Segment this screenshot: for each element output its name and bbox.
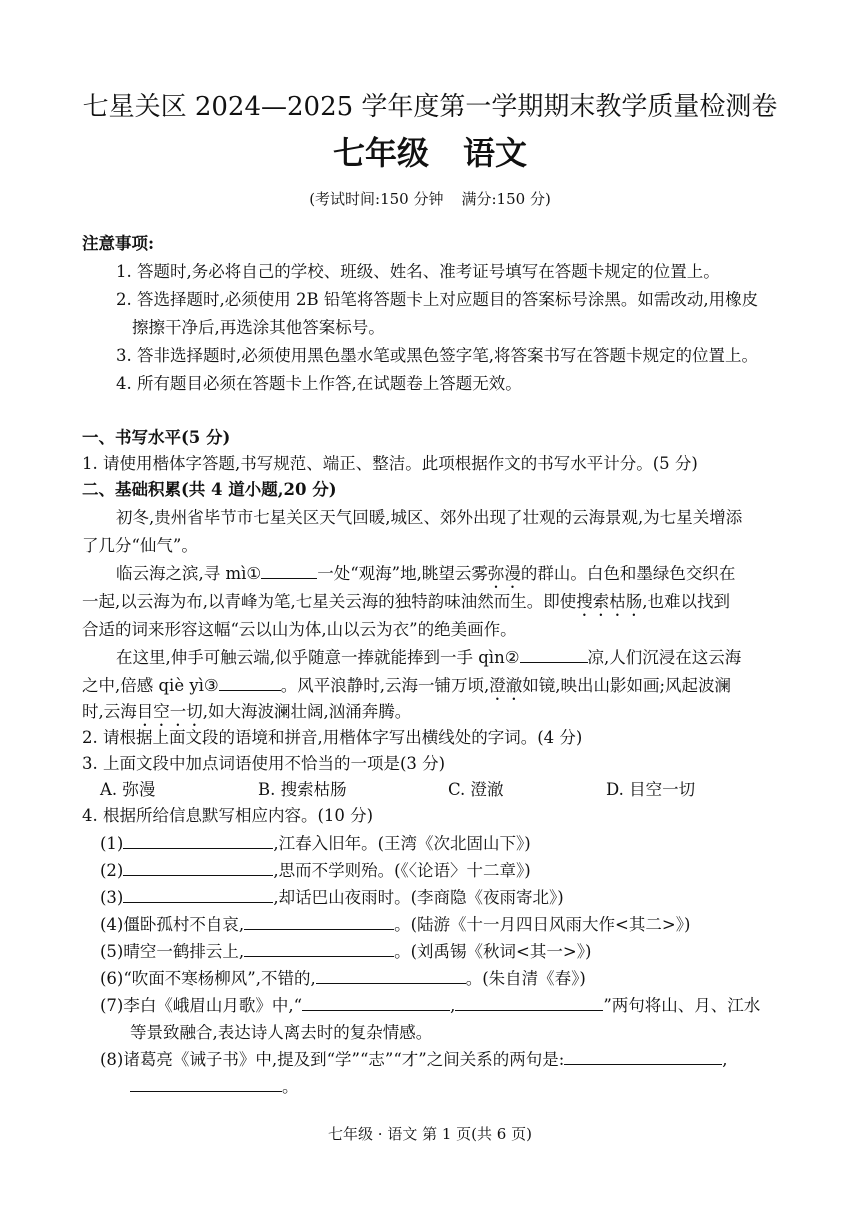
answer-blank: [219, 676, 281, 691]
notes-heading: 注意事项:: [82, 234, 155, 253]
passage-line: 临云海之滨,寻 mì① 一处“观海”地,眺望云雾弥漫的群山。白色和墨绿色交织在: [116, 564, 736, 583]
answer-blank: [244, 915, 394, 930]
answer-blank: [123, 834, 273, 849]
q3-option-b: B. 搜索枯肠: [258, 780, 347, 799]
q3-option-d: D. 目空一切: [606, 780, 696, 799]
recite-item-7-cont: 等景致融合,表达诗人离去时的复杂情感。: [130, 1023, 433, 1042]
answer-blank: [520, 648, 588, 663]
recite-item-8-cont: 。: [130, 1077, 299, 1097]
passage-line: 了几分“仙气”。: [82, 536, 198, 555]
note-item: 4. 所有题目必须在答题卡上作答,在试题卷上答题无效。: [116, 374, 522, 393]
recite-item-5: (5)晴空一鹤排云上, 。(刘禹锡《秋词<其一>》): [100, 942, 592, 961]
exam-subtitle: [0, 128, 860, 174]
answer-blank: [244, 942, 394, 957]
answer-blank: [564, 1050, 722, 1065]
answer-blank: [261, 564, 317, 579]
passage-line: 在这里,伸手可触云端,似乎随意一捧就能捧到一手 qìn② 凉,人们沉浸在这云海: [116, 648, 742, 667]
recite-item-6: (6)“吹面不寒杨柳风”,不错的, 。(朱自清《春》): [100, 969, 586, 988]
subject-label: 语文: [463, 134, 528, 172]
note-item: 3. 答非选择题时,必须使用黑色墨水笔或黑色签字笔,将答案书写在答题卡规定的位置上。: [116, 346, 758, 365]
answer-blank: [302, 996, 450, 1011]
answer-blank: [130, 1077, 282, 1092]
time-info: (考试时间:150 分钟: [309, 190, 444, 208]
passage-line: 时,云海目空一切,如大海波澜壮阔,汹涌奔腾。: [82, 702, 412, 721]
recite-item-3: (3) ,却话巴山夜雨时。(李商隐《夜雨寄北》): [100, 888, 564, 907]
page-footer: 七年级 · 语文 第 1 页(共 6 页): [328, 1125, 532, 1143]
note-item: 擦擦干净后,再选涂其他答案标号。: [132, 318, 385, 337]
dotted-word: 澄澈: [489, 676, 523, 695]
exam-title: 七星关区 2024—2025 学年度第一学期期末教学质量检测卷: [82, 92, 778, 122]
passage-line: 一起,以云海为布,以青峰为笔,七星关云海的独特韵味油然而生。即使搜索枯肠,也难以找到: [82, 592, 730, 611]
answer-blank: [455, 996, 603, 1011]
section1-heading: 一、书写水平(5 分): [82, 428, 231, 447]
question-3: 3. 上面文段中加点词语使用不恰当的一项是(3 分): [82, 754, 446, 773]
recite-item-8: (8)诸葛亮《诫子书》中,提及到“学”“志”“才”之间关系的两句是: ,: [100, 1050, 728, 1069]
recite-item-4: (4)僵卧孤村不自哀, 。(陆游《十一月四日风雨大作<其二>》): [100, 915, 691, 934]
question-4: 4. 根据所给信息默写相应内容。(10 分): [82, 806, 374, 825]
recite-item-2: (2) ,思而不学则殆。(《〈论语〉十二章》): [100, 861, 531, 880]
dotted-word: 搜索枯肠: [576, 592, 643, 611]
q3-option-c: C. 澄澈: [448, 780, 504, 799]
passage-line: 之中,倍感 qiè yì③ 。风平浪静时,云海一铺万顷,澄澈如镜,映出山影如画;风起波澜: [82, 676, 732, 695]
answer-blank: [123, 861, 273, 876]
grade-label: 七年级: [332, 134, 429, 172]
question-1: 1. 请使用楷体字答题,书写规范、端正、整洁。此项根据作文的书写水平计分。(5 分): [82, 454, 698, 473]
recite-item-7: (7)李白《峨眉山月歌》中,“ , ”两句将山、月、江水: [100, 996, 761, 1015]
score-info: 满分:150 分): [461, 190, 551, 208]
answer-blank: [316, 969, 466, 984]
note-item: 1. 答题时,务必将自己的学校、班级、姓名、准考证号填写在答题卡规定的位置上。: [116, 262, 720, 281]
question-2: 2. 请根据上面文段的语境和拼音,用楷体字写出横线处的字词。(4 分): [82, 728, 583, 747]
q3-option-a: A. 弥漫: [100, 780, 156, 799]
dotted-word: 弥漫: [487, 564, 521, 583]
section2-heading: 二、基础积累(共 4 道小题,20 分): [82, 480, 337, 499]
answer-blank: [123, 888, 273, 903]
passage-line: 初冬,贵州省毕节市七星关区天气回暖,城区、郊外出现了壮观的云海景观,为七星关增添: [116, 508, 743, 527]
exam-info: [0, 188, 860, 209]
dotted-word: 目空一切: [136, 702, 203, 721]
note-item: 2. 答选择题时,必须使用 2B 铅笔将答题卡上对应题目的答案标号涂黑。如需改动,用橡皮: [116, 290, 759, 309]
recite-item-1: (1) ,江春入旧年。(王湾《次北固山下》): [100, 834, 531, 853]
passage-line: 合适的词来形容这幅“云以山为体,山以云为衣”的绝美画作。: [82, 620, 517, 639]
